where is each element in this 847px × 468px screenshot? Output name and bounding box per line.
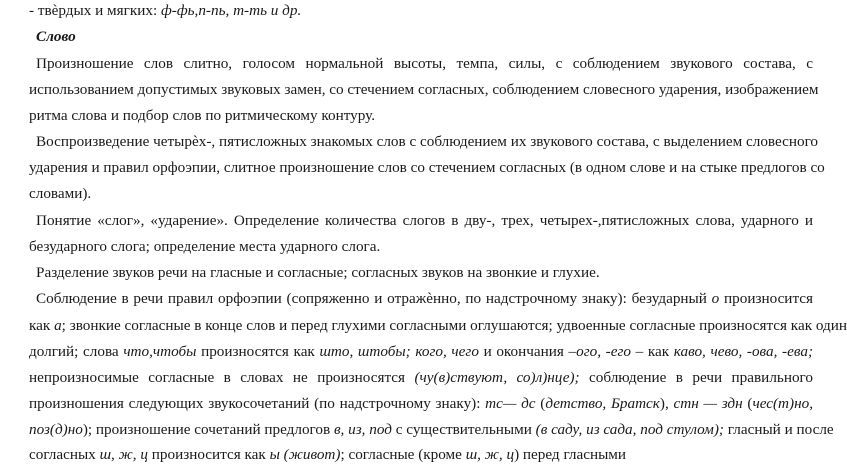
text-fragment: согласных	[29, 446, 100, 463]
text-line-1	[29, 1, 813, 21]
italic-fragment: чес(т)но,	[752, 395, 813, 412]
text-line-5: ритма слова и подбор слов по ритмическому контуру.	[29, 107, 376, 124]
text-line-13	[29, 316, 847, 336]
italic-fragment: а	[54, 317, 62, 334]
text-line-17	[29, 420, 834, 440]
section-heading: Слово	[36, 28, 76, 45]
text-line-6: Воспроизведение четырѐх-, пятисложных знакомых слов с соблюдением их звукового состава, с выделением словесного	[36, 133, 819, 150]
italic-fragment: (чу(в)ствуют, со)л)нце);	[414, 369, 580, 386]
text-fragment: - твѐрдых и мягких:	[29, 2, 161, 19]
text-line-9: Понятие «слог», «ударение». Определение количества слогов в дву-, трех, четырех-,пятисложных слова, ударного и	[36, 212, 813, 229]
text-line-15	[29, 368, 813, 388]
italic-fragment: о	[711, 290, 720, 307]
text-fragment: гласный и после	[724, 421, 834, 438]
text-fragment: Соблюдение в речи правил орфоэпии (сопряженно и отражѐнно, по надстрочному знаку): безударный	[36, 290, 712, 307]
text-line-16	[29, 394, 813, 414]
text-line-10: безударного слога; определение места ударного слога.	[29, 238, 381, 255]
italic-fragment: ы (живот)	[269, 446, 341, 463]
text-line-14	[29, 342, 813, 362]
text-line-4: использованием допустимых звуковых замен, со стечением согласных, соблюдением словесного ударения, изображением	[29, 81, 819, 98]
text-fragment: с существительными	[391, 421, 536, 438]
text-fragment: как	[643, 343, 674, 360]
italic-fragment: што, штобы; кого, чего	[319, 343, 479, 360]
text-line-12	[36, 289, 813, 309]
text-fragment: произносится как	[147, 446, 270, 463]
text-fragment: (	[742, 395, 753, 412]
italic-fragment: ф-фь,п-пь, т-ть и др.	[161, 2, 302, 19]
text-fragment: непроизносимые согласные в словах не произносятся	[29, 369, 415, 386]
text-fragment: и окончания	[478, 343, 569, 360]
italic-fragment: поз(д)но	[29, 421, 83, 438]
text-fragment: произношения следующих звукосочетаний (по надстрочному знаку):	[29, 395, 486, 412]
italic-fragment: детство, Братск	[545, 395, 660, 412]
text-fragment: ; звонкие согласные в конце слов и перед глухими согласными оглушаются; удвоенные согласные произносятся как один	[61, 317, 847, 334]
text-fragment: соблюдение в речи правильного	[579, 369, 813, 386]
text-fragment: ),	[659, 395, 674, 412]
text-line-3: Произношение слов слитно, голосом нормальной высоты, темпа, силы, с соблюдением звукового состава, с	[36, 55, 813, 72]
text-line-11: Разделение звуков речи на гласные и согласные; согласных звуков на звонкие и глухие.	[36, 264, 600, 281]
text-fragment: произносятся как	[196, 343, 320, 360]
text-fragment: ; согласные (кроме	[340, 446, 466, 463]
italic-fragment: каво, чево, -ова, -ева;	[673, 343, 813, 360]
italic-fragment: –ого, -его –	[568, 343, 644, 360]
italic-fragment: ш, ж, ц	[99, 446, 148, 463]
text-fragment: ); произношение сочетаний предлогов	[82, 421, 334, 438]
text-line-8: словами).	[29, 185, 92, 202]
text-fragment: долгий; слова	[29, 343, 124, 360]
text-line-18	[29, 445, 813, 465]
text-fragment: как	[29, 317, 55, 334]
italic-fragment: стн — здн	[673, 395, 743, 412]
text-fragment: ) перед гласными	[514, 446, 627, 463]
italic-fragment: тс— дс	[485, 395, 536, 412]
italic-fragment: что,чтобы	[123, 343, 197, 360]
text-line-7: ударения и правил орфоэпии, слитное произношение слов со стечением согласных (в одном слове и на стыке предлогов со	[29, 159, 825, 176]
text-fragment: произносится	[719, 290, 813, 307]
italic-fragment: ш, ж, ц	[465, 446, 515, 463]
italic-fragment: в, из, под	[333, 421, 392, 438]
text-fragment: (	[535, 395, 546, 412]
italic-fragment: (в саду, из сада, под стулом);	[535, 421, 724, 438]
